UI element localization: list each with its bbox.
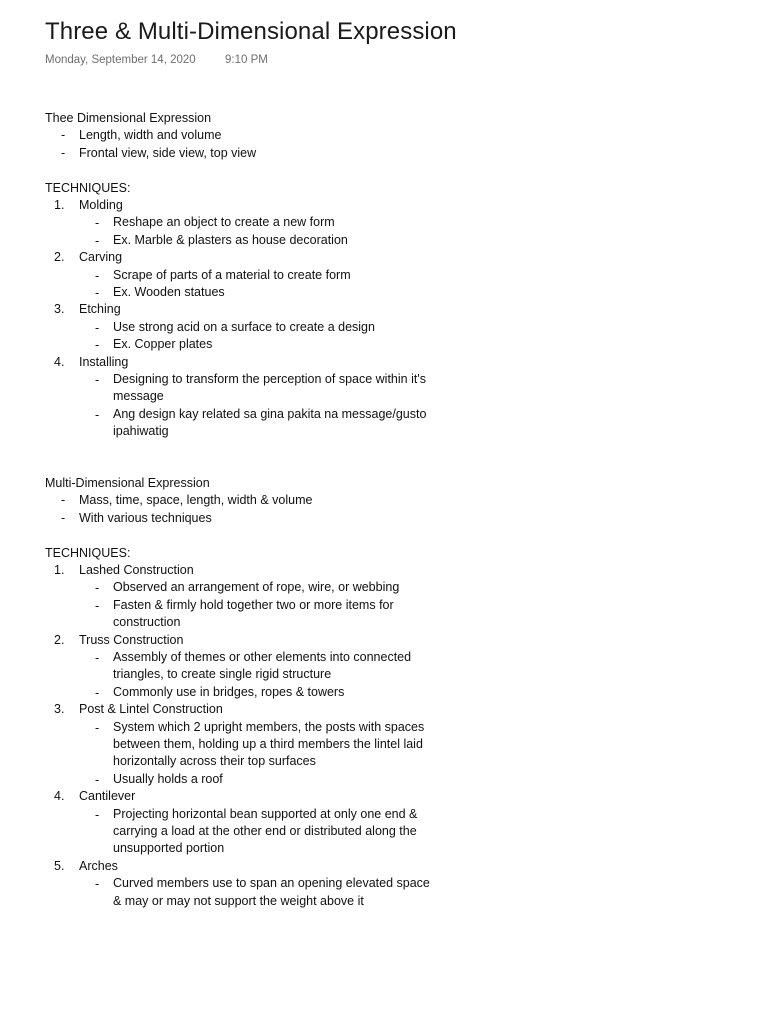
sub-bullet-text: Projecting horizontal bean supported at only one end & <box>113 806 418 821</box>
note-date: Monday, September 14, 2020 <box>45 54 196 66</box>
sub-bullet-dash: - <box>95 685 100 700</box>
sub-bullet-text: Ex. Marble & plasters as house decoration <box>113 232 348 247</box>
technique-number: 3. <box>54 302 65 317</box>
sub-bullet-text: & may or may not support the weight above it <box>113 893 364 908</box>
sub-bullet-text: carrying a load at the other end or distributed along the <box>113 824 417 838</box>
sub-bullet-text: Assembly of themes or other elements into connected <box>113 650 412 664</box>
bullet-dash: - <box>61 510 66 525</box>
bullet-dash: - <box>61 493 66 508</box>
bullet-item: Length, width and volume <box>79 128 222 143</box>
technique-number: 4. <box>54 354 65 369</box>
technique-number: 1. <box>54 198 65 212</box>
sub-bullet-dash: - <box>95 320 100 335</box>
sub-bullet-text: Curved members use to span an opening elevated space <box>113 876 430 891</box>
technique-name: Installing <box>79 354 129 369</box>
bullet-item: Frontal view, side view, top view <box>79 145 257 160</box>
sub-bullet-text: between them, holding up a third members the lintel laid <box>113 737 423 751</box>
sub-bullet-text: Ang design kay related sa gina pakita na message/gusto <box>113 406 427 421</box>
sub-bullet-text: Ex. Copper plates <box>113 337 213 352</box>
sub-bullet-text: Designing to transform the perception of space within it's <box>113 372 426 386</box>
sub-bullet-text: construction <box>113 615 181 630</box>
sub-bullet-dash: - <box>95 877 100 892</box>
sub-bullet-dash: - <box>95 407 100 422</box>
sub-bullet-text: triangles, to create single rigid structure <box>113 667 332 682</box>
techniques-label: TECHNIQUES: <box>45 545 131 560</box>
sub-bullet-dash: - <box>95 581 100 596</box>
sub-bullet-text: Ex. Wooden statues <box>113 285 225 299</box>
technique-number: 1. <box>54 563 65 577</box>
sub-bullet-text: Reshape an object to create a new form <box>113 215 335 230</box>
sub-bullet-text: Observed an arrangement of rope, wire, or webbing <box>113 580 400 595</box>
technique-number: 2. <box>54 632 65 647</box>
sub-bullet-text: unsupported portion <box>113 841 225 856</box>
sub-bullet-text: horizontally across their top surfaces <box>113 754 316 769</box>
bullet-dash: - <box>61 128 66 143</box>
bullet-dash: - <box>61 145 66 160</box>
sub-bullet-dash: - <box>95 233 100 248</box>
sub-bullet-dash: - <box>95 216 100 231</box>
technique-name: Carving <box>79 250 123 265</box>
note-time: 9:10 PM <box>225 54 268 66</box>
sub-bullet-text: System which 2 upright members, the posts with spaces <box>113 719 425 734</box>
techniques-label: TECHNIQUES: <box>45 180 131 195</box>
sub-bullet-text: message <box>113 389 164 404</box>
technique-name: Lashed Construction <box>79 563 194 577</box>
sub-bullet-dash: - <box>95 598 100 613</box>
technique-number: 2. <box>54 250 65 265</box>
bullet-item: Mass, time, space, length, width & volume <box>79 493 313 508</box>
technique-number: 4. <box>54 789 65 804</box>
technique-name: Post & Lintel Construction <box>79 702 223 717</box>
sub-bullet-text: Use strong acid on a surface to create a design <box>113 319 375 334</box>
sub-bullet-text: Scrape of parts of a material to create form <box>113 267 351 282</box>
sub-bullet-dash: - <box>95 268 100 283</box>
technique-number: 3. <box>54 702 65 717</box>
section-heading: Multi-Dimensional Expression <box>45 476 210 490</box>
technique-number: 5. <box>54 858 65 873</box>
bullet-item: With various techniques <box>79 510 212 525</box>
sub-bullet-dash: - <box>95 772 100 787</box>
sub-bullet-dash: - <box>95 720 100 735</box>
technique-name: Arches <box>79 858 118 873</box>
section-heading: Thee Dimensional Expression <box>45 111 212 125</box>
technique-name: Truss Construction <box>79 632 184 647</box>
sub-bullet-text: Usually holds a roof <box>113 771 223 786</box>
sub-bullet-dash: - <box>95 807 100 822</box>
sub-bullet-dash: - <box>95 651 100 665</box>
sub-bullet-text: Commonly use in bridges, ropes & towers <box>113 684 345 699</box>
sub-bullet-text: ipahiwatig <box>113 424 169 439</box>
sub-bullet-dash: - <box>95 286 100 300</box>
technique-name: Cantilever <box>79 789 136 804</box>
note-title[interactable]: Three & Multi-Dimensional Expression <box>45 18 457 45</box>
sub-bullet-dash: - <box>95 338 100 353</box>
sub-bullet-dash: - <box>95 373 100 387</box>
technique-name: Molding <box>79 198 123 212</box>
sub-bullet-text: Fasten & firmly hold together two or more items for <box>113 597 394 612</box>
technique-name: Etching <box>79 302 121 317</box>
